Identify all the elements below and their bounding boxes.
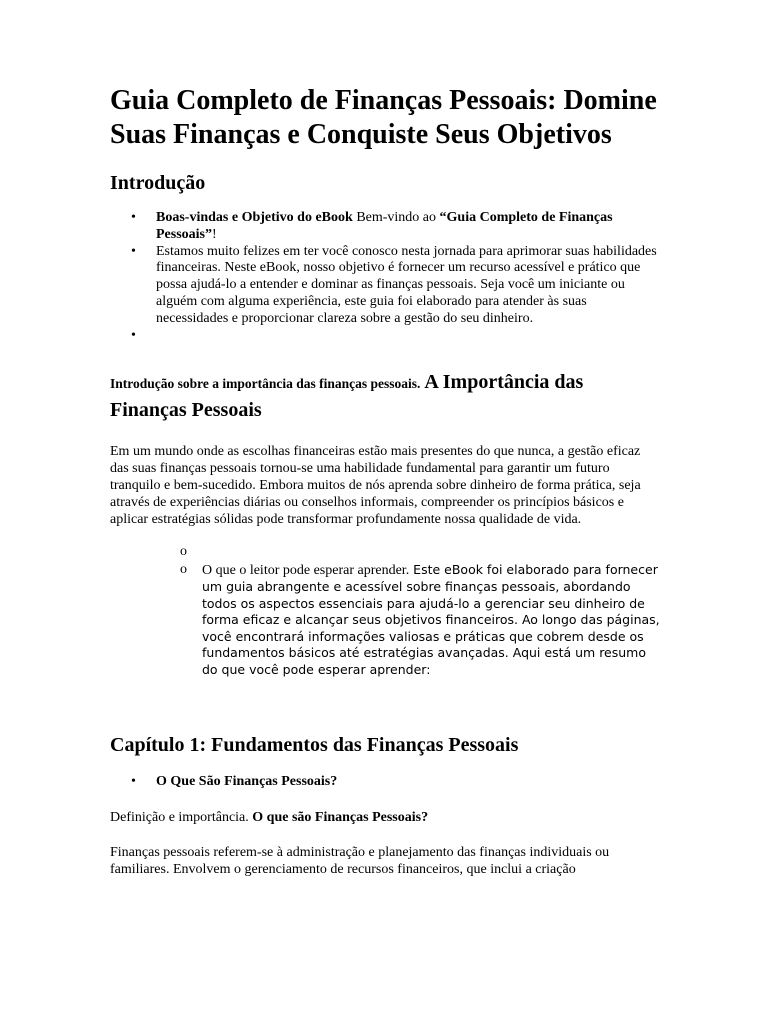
bullet-icon: •	[131, 774, 136, 790]
bullet-icon: •	[131, 243, 136, 259]
definition-text: Definição e importância.	[110, 809, 253, 825]
list-item	[110, 562, 662, 679]
list-item	[110, 544, 662, 562]
definition-line	[110, 809, 662, 826]
intro-heading: Introdução	[110, 172, 206, 194]
sub-item-text: Este eBook foi elaborado para fornecer um guia abrangente e acessível sobre finanças pessoais, abordando todos os aspectos essenciais para ajudá-lo a gerenciar seu dinheiro de forma eficaz e alcançar seus objetivos financeiros. Ao longo das páginas, você encontrará informações valiosas e práticas que cobrem desde os fundamentos básicos até estratégias avançadas. Aqui está um resumo do que você pode esperar aprender:	[202, 561, 660, 677]
list-item	[110, 244, 662, 328]
bullet-icon: •	[131, 327, 136, 343]
bullet-text: Estamos muito felizes em ter você conosco nesta jornada para aprimorar suas habilidades financeiras. Neste eBook, nosso objetivo é fornecer um recurso acessível e prático que possa ajudá-lo a entender e dominar as finanças pessoais. Seja você um iniciante ou alguém com alguma experiência, este guia foi elaborado para atender às suas necessidades e proporcionar clareza sobre a gestão do seu dinheiro.	[156, 243, 657, 326]
document-title: Guia Completo de Finanças Pessoais: Domine Suas Finanças e Conquiste Seus Objetivos	[110, 85, 657, 150]
chapter1-heading: Capítulo 1: Fundamentos das Finanças Pessoais	[110, 734, 519, 757]
sub-item-lead: O que o leitor pode esperar aprender.	[202, 562, 410, 578]
chapter1-bullet-list	[110, 774, 662, 791]
intro-bullet-list	[110, 210, 662, 345]
bullet-text: Bem-vindo ao	[352, 210, 440, 225]
bullet-end: !	[212, 226, 217, 242]
chapter1-paragraph: Finanças pessoais referem-se à administração e planejamento das finanças individuais ou familiares. Envolvem o gerenciamento de recursos financeiros, que inclui a criação	[110, 844, 610, 877]
ebook-title-quote: “Guia Completo de Finanças Pessoais”	[156, 210, 613, 242]
list-item	[110, 774, 662, 791]
circle-bullet-icon: o	[180, 543, 187, 559]
importance-heading: A Importância das Finanças Pessoais	[110, 370, 584, 421]
importance-small-label: Introdução sobre a importância das finanças pessoais.	[110, 375, 421, 391]
bullet-bold-label: Boas-vindas e Objetivo do eBook	[156, 210, 353, 225]
importance-paragraph: Em um mundo onde as escolhas financeiras estão mais presentes do que nunca, a gestão eficaz das suas finanças pessoais tornou-se uma habilidade fundamental para garantir um futuro tranquilo e bem-sucedido. Embora muitos de nós aprenda sobre dinheiro de forma prática, seja através de experiências diárias ou conselhos informais, compreender os princípios básicos e aplicar estratégias sólidas pode transformar profundamente nossa qualidade de vida.	[110, 443, 641, 527]
definition-bold: O que são Finanças Pessoais?	[252, 809, 429, 825]
list-item	[110, 328, 662, 345]
bullet-icon: •	[131, 210, 136, 225]
list-item	[110, 210, 662, 244]
bullet-bold-label: O Que São Finanças Pessoais?	[156, 774, 338, 790]
document-page	[110, 84, 662, 878]
importance-heading-line	[110, 369, 662, 425]
importance-sub-list	[110, 544, 662, 679]
circle-bullet-icon: o	[180, 561, 187, 577]
